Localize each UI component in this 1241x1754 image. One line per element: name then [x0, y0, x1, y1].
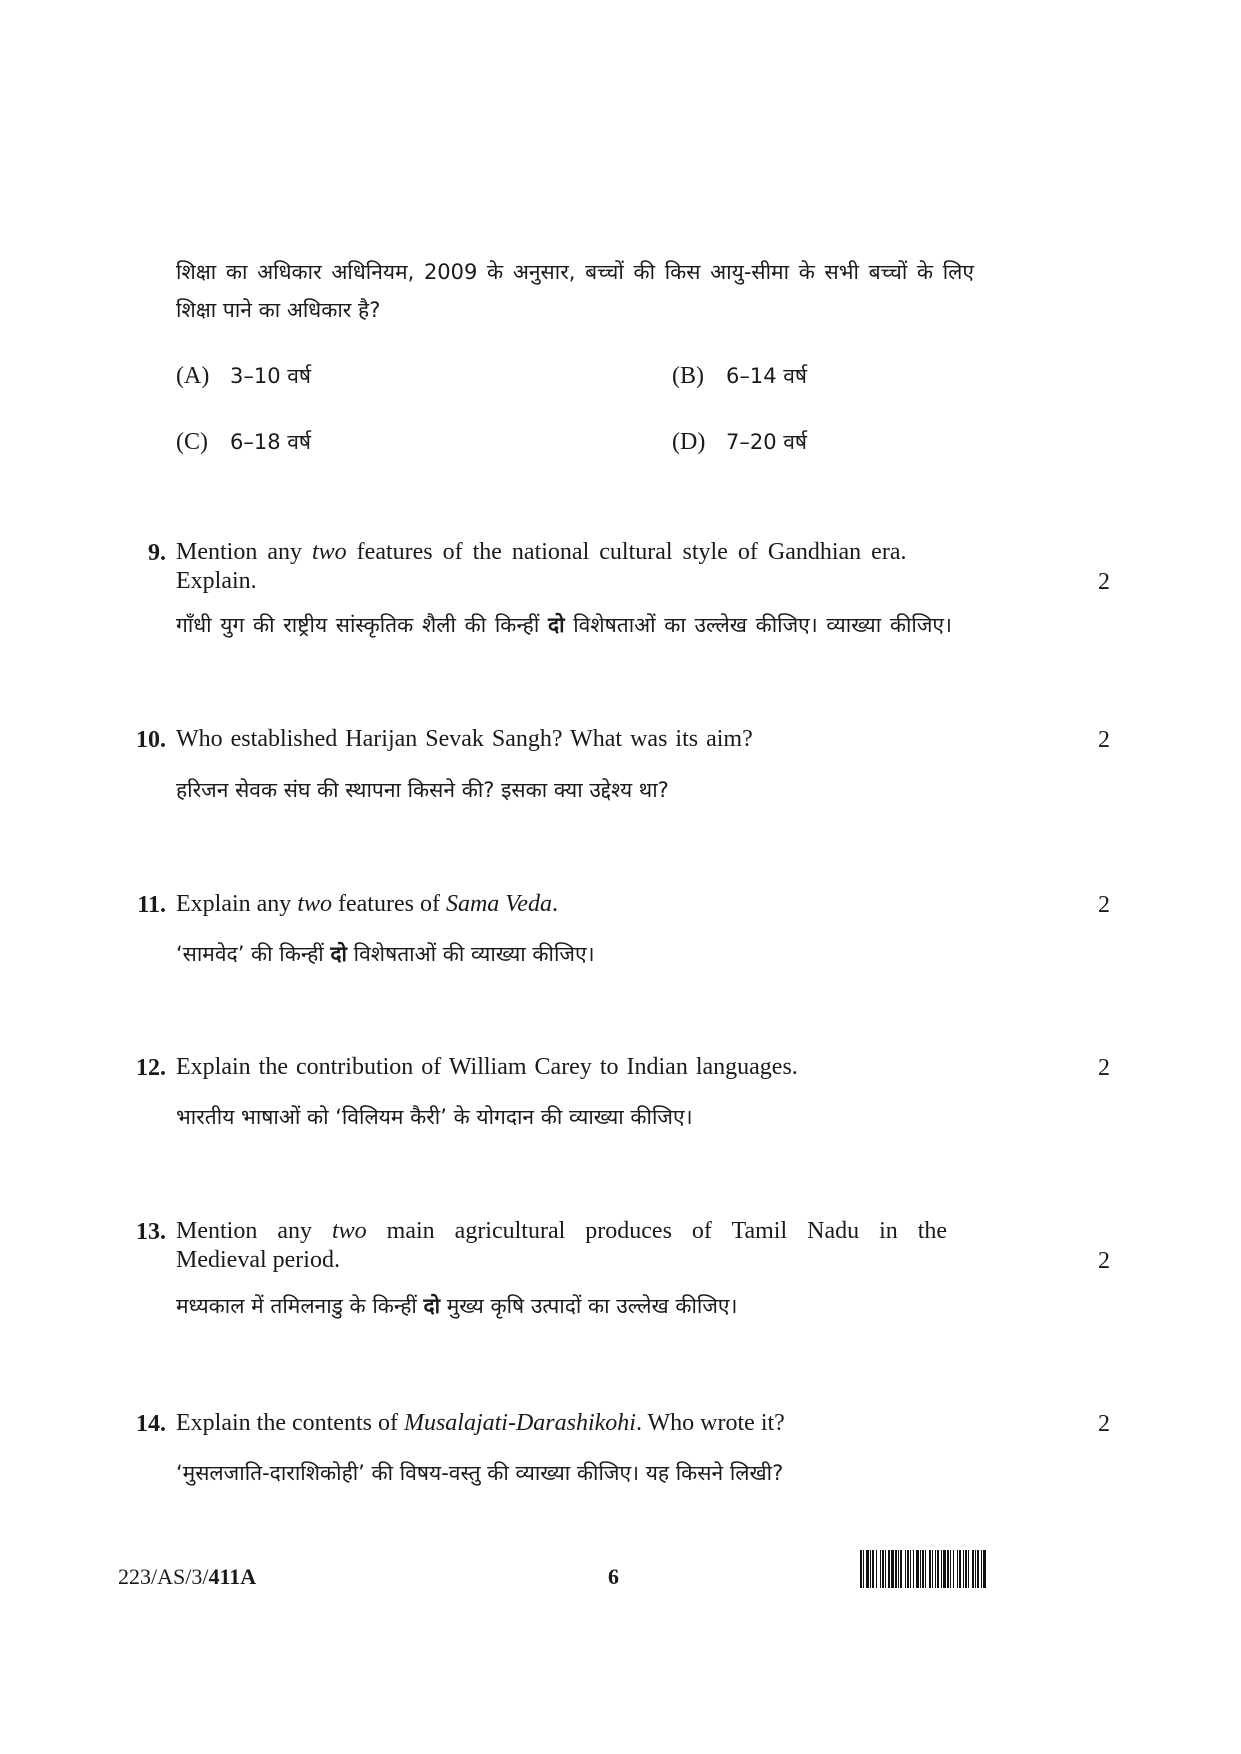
barcode-bar: [986, 1550, 987, 1588]
q13-hindi: मध्यकाल में तमिलनाडु के किन्हीं दो मुख्य कृषि उत्पादों का उल्लेख कीजिए।: [176, 1294, 738, 1318]
option-label: (B): [672, 363, 704, 389]
q8-hindi-line-2: शिक्षा पाने का अधिकार है?: [176, 298, 381, 322]
option-label: (A): [176, 363, 210, 389]
option-value: 3–10 वर्ष: [230, 364, 312, 388]
q9-hindi: गाँधी युग की राष्ट्रीय सांस्कृतिक शैली की किन्हीं दो विशेषताओं का उल्लेख कीजिए। व्याख्या कीजिए।: [176, 613, 952, 637]
q9-marks: 2: [1098, 569, 1110, 595]
q10-marks: 2: [1098, 727, 1110, 753]
q13-english-line-1: Mention any two main agricultural produces of Tamil Nadu in the: [176, 1218, 948, 1244]
q10-english: Who established Harijan Sevak Sangh? What was its aim?: [176, 726, 753, 752]
q10-hindi: हरिजन सेवक संघ की स्थापना किसने की? इसका क्या उद्देश्य था?: [176, 778, 669, 802]
q8-option-d: [672, 428, 807, 456]
q8-option-b: [672, 362, 807, 390]
q11-marks: 2: [1098, 892, 1110, 918]
q8-hindi-line-1: शिक्षा का अधिकार अधिनियम, 2009 के अनुसार, बच्चों की किस आयु-सीमा के सभी बच्चों के लिए: [176, 260, 975, 284]
question-number-10: 10.: [136, 727, 166, 753]
q12-hindi: भारतीय भाषाओं को ‘विलियम कैरी’ के योगदान की व्याख्या कीजिए।: [176, 1105, 693, 1129]
option-value: 6–18 वर्ष: [230, 430, 312, 454]
option-label: (D): [672, 429, 706, 455]
q9-english-line-1: Mention any two features of the national cultural style of Gandhian era.: [176, 539, 907, 565]
q12-english: Explain the contribution of William Carey to Indian languages.: [176, 1054, 798, 1080]
barcode-image: [860, 1550, 1118, 1588]
q8-option-a: [176, 362, 311, 390]
option-value: 6–14 वर्ष: [726, 364, 808, 388]
q12-marks: 2: [1098, 1055, 1110, 1081]
q11-hindi: ‘सामवेद’ की किन्हीं दो विशेषताओं की व्याख्या कीजिए।: [176, 942, 595, 966]
q14-marks: 2: [1098, 1411, 1110, 1437]
question-number-11: 11.: [137, 892, 166, 918]
q11-english: Explain any two features of Sama Veda.: [176, 891, 558, 917]
q8-option-c: [176, 428, 311, 456]
q14-hindi: ‘मुसलजाति-दाराशिकोही’ की विषय-वस्तु की व्याख्या कीजिए। यह किसने लिखी?: [176, 1461, 784, 1485]
q13-english-line-2: Medieval period.: [176, 1247, 340, 1273]
question-number-9: 9.: [148, 540, 166, 566]
q14-english: Explain the contents of Musalajati-Darashikohi. Who wrote it?: [176, 1410, 785, 1436]
q13-marks: 2: [1098, 1248, 1110, 1274]
paper-code: 223/AS/3/411A: [118, 1564, 257, 1589]
question-number-12: 12.: [136, 1055, 166, 1081]
option-label: (C): [176, 429, 208, 455]
page-number: 6: [608, 1564, 619, 1589]
q9-english-line-2: Explain.: [176, 568, 257, 594]
question-number-14: 14.: [136, 1411, 166, 1437]
option-value: 7–20 वर्ष: [726, 430, 808, 454]
question-number-13: 13.: [136, 1219, 166, 1245]
